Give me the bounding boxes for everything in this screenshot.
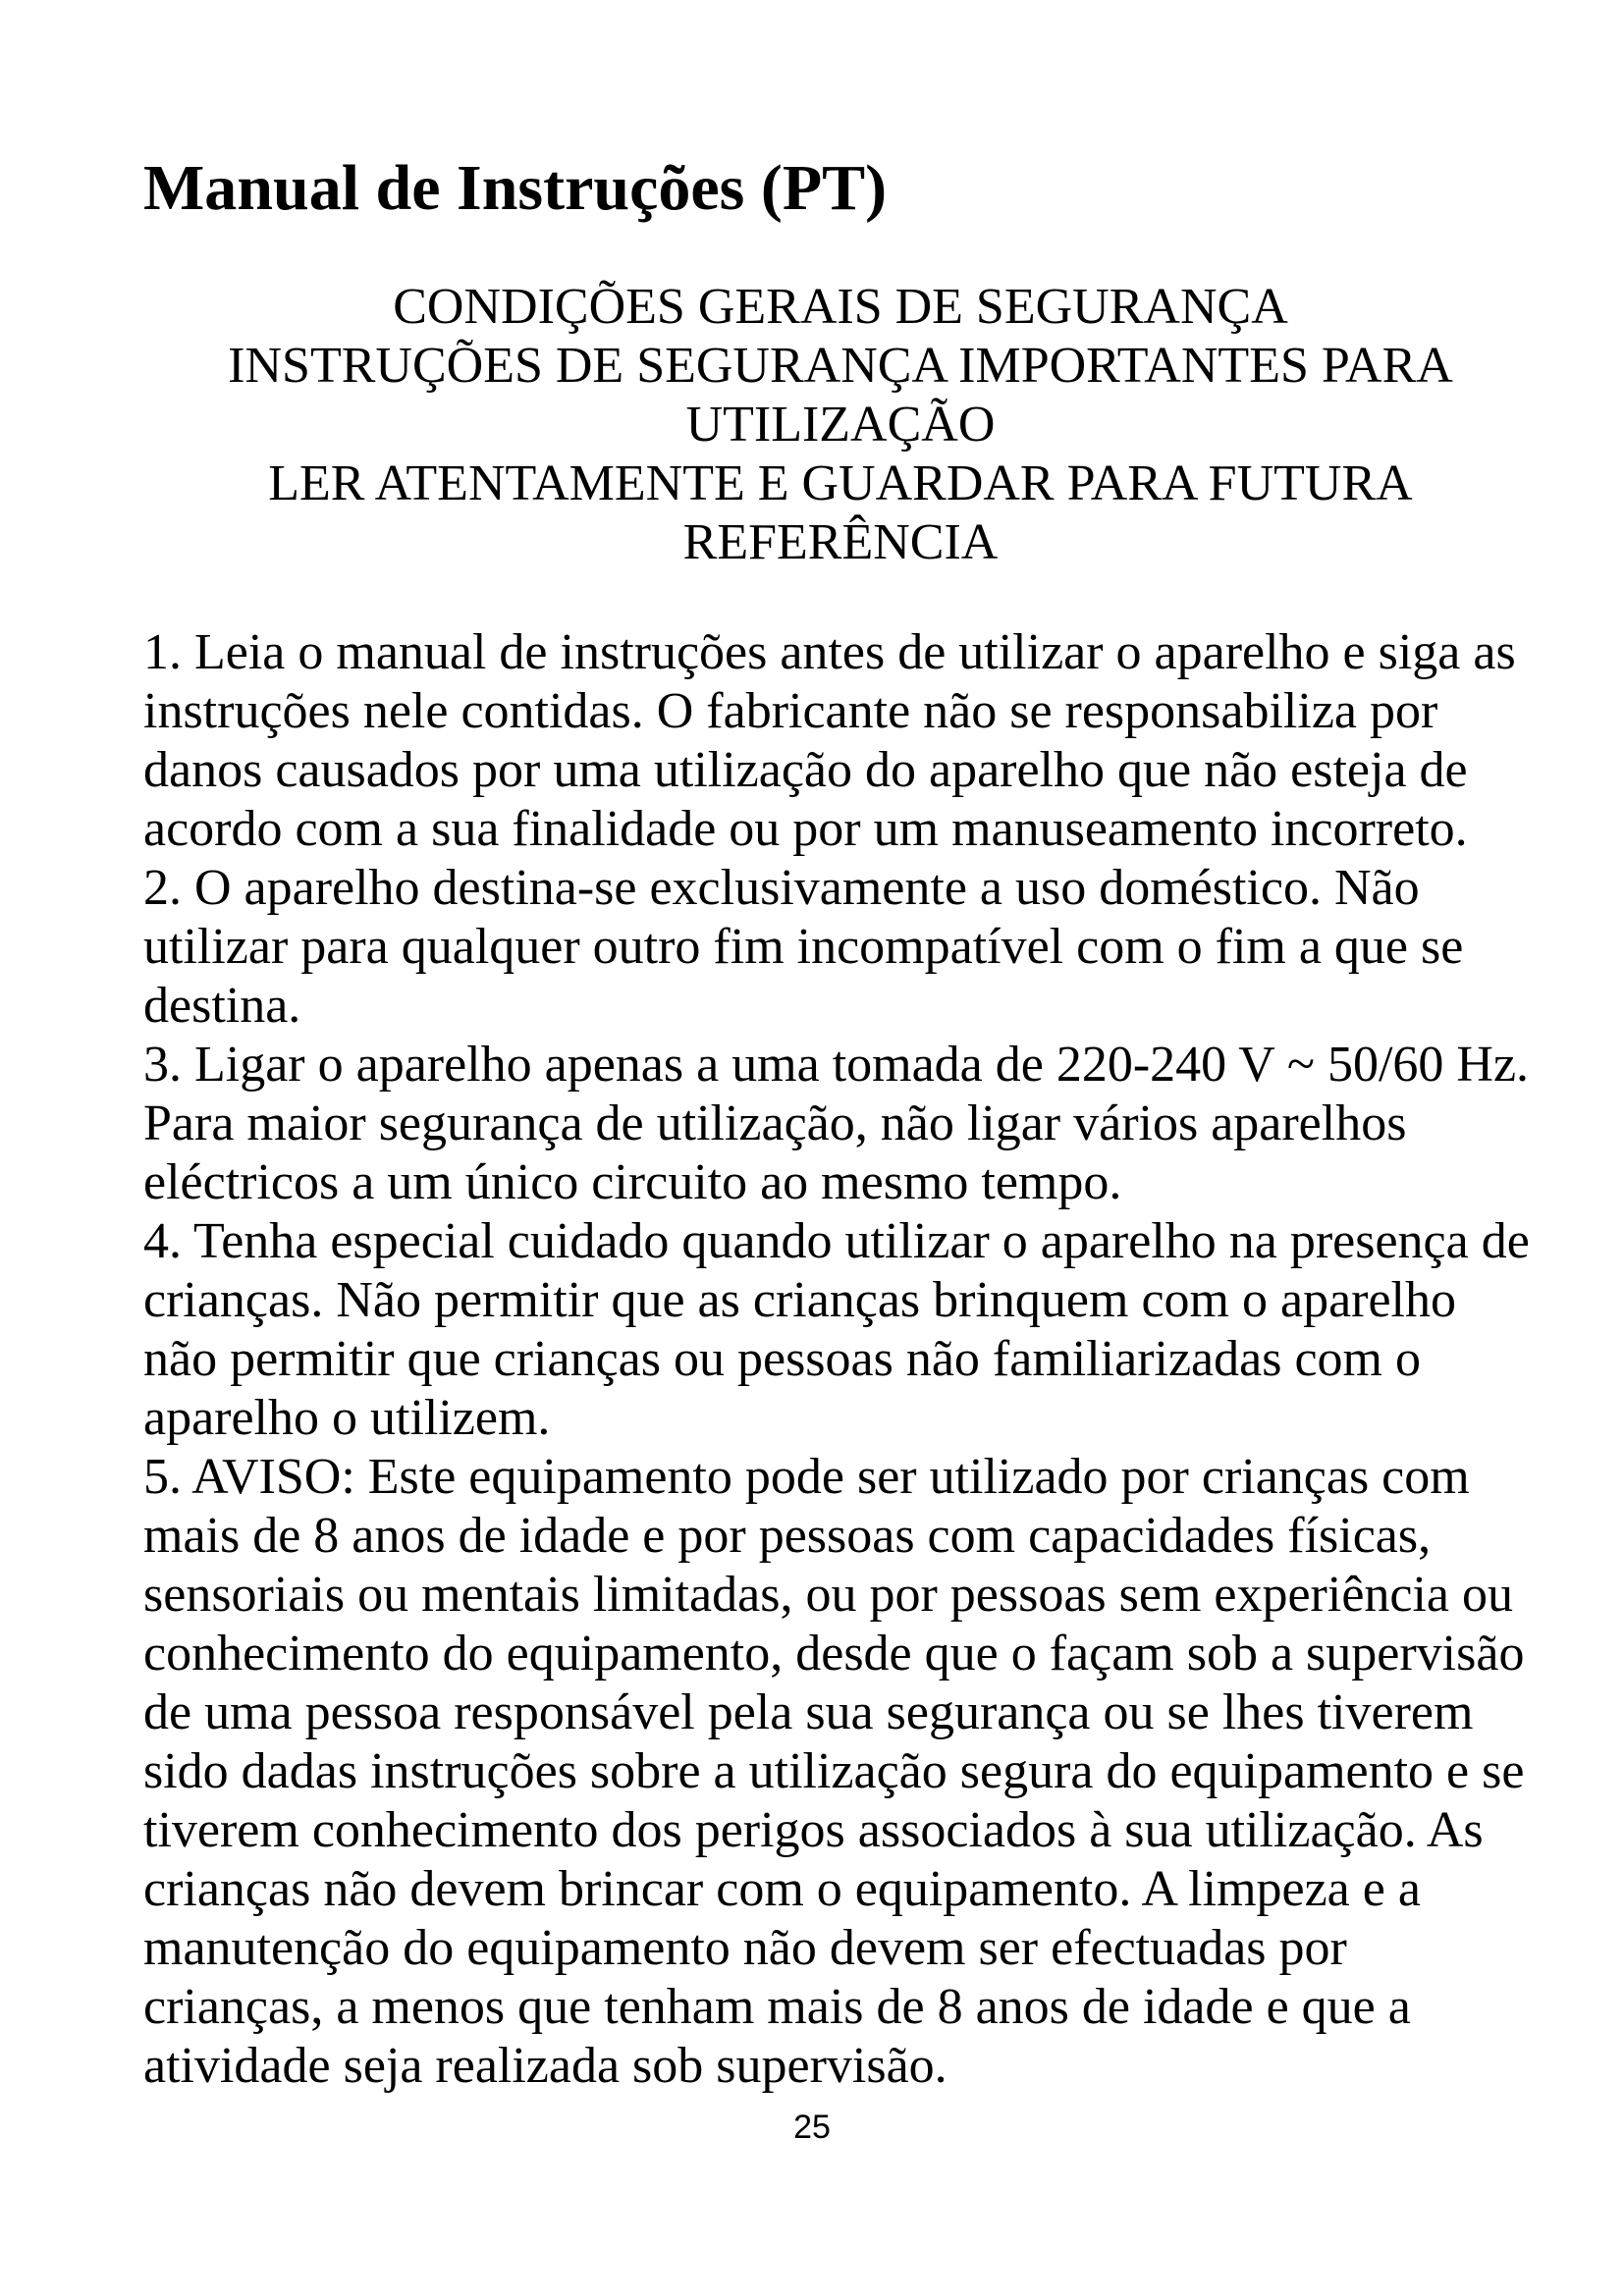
body-line: eléctricos a um único circuito ao mesmo tempo. bbox=[143, 1154, 1122, 1210]
body-line: 3. Ligar o aparelho apenas a uma tomada de 220-240 V ~ 50/60 Hz. bbox=[143, 1037, 1530, 1093]
body-line: Para maior segurança de utilização, não ligar vários aparelhos bbox=[143, 1095, 1407, 1151]
body-line: crianças não devem brincar com o equipamento. A limpeza e a bbox=[143, 1861, 1421, 1917]
body-line: acordo com a sua finalidade ou por um manuseamento incorreto. bbox=[143, 801, 1468, 857]
page-title: Manual de Instruções (PT) bbox=[143, 152, 888, 224]
body-line: 1. Leia o manual de instruções antes de utilizar o aparelho e siga as bbox=[143, 624, 1516, 680]
body-line: 4. Tenha especial cuidado quando utilizar o aparelho na presença de bbox=[143, 1213, 1530, 1269]
safety-headings bbox=[143, 278, 1538, 572]
body-line: atividade seja realizada sob supervisão. bbox=[143, 2038, 947, 2094]
body-line: não permitir que crianças ou pessoas não familiarizadas com o bbox=[143, 1331, 1421, 1387]
heading-line: REFERÊNCIA bbox=[682, 514, 999, 570]
body-line: tiverem conhecimento dos perigos associados à sua utilização. As bbox=[143, 1802, 1484, 1858]
body-line: sido dadas instruções sobre a utilização segura do equipamento e se bbox=[143, 1743, 1525, 1799]
heading-line: INSTRUÇÕES DE SEGURANÇA IMPORTANTES PARA bbox=[228, 338, 1453, 394]
heading-line: LER ATENTAMENTE E GUARDAR PARA FUTURA bbox=[268, 455, 1413, 511]
page-number: 25 bbox=[793, 2109, 831, 2146]
body-line: de uma pessoa responsável pela sua segurança ou se lhes tiverem bbox=[143, 1684, 1474, 1740]
body-line: danos causados por uma utilização do aparelho que não esteja de bbox=[143, 742, 1468, 798]
heading-line: CONDIÇÕES GERAIS DE SEGURANÇA bbox=[393, 279, 1288, 335]
heading-line: UTILIZAÇÃO bbox=[685, 397, 996, 453]
body-line: crianças. Não permitir que as crianças brinquem com o aparelho bbox=[143, 1272, 1456, 1328]
body-line: conhecimento do equipamento, desde que o façam sob a supervisão bbox=[143, 1626, 1525, 1682]
instructions-body bbox=[143, 623, 1538, 2096]
body-line: utilizar para qualquer outro fim incompatível com o fim a que se bbox=[143, 919, 1464, 975]
body-line: 2. O aparelho destina-se exclusivamente a uso doméstico. Não bbox=[143, 860, 1420, 916]
body-line: sensoriais ou mentais limitadas, ou por pessoas sem experiência ou bbox=[143, 1567, 1514, 1623]
body-line: 5. AVISO: Este equipamento pode ser utilizado por crianças com bbox=[143, 1449, 1470, 1505]
body-line: destina. bbox=[143, 978, 301, 1034]
body-line: crianças, a menos que tenham mais de 8 anos de idade e que a bbox=[143, 1979, 1411, 2035]
body-line: manutenção do equipamento não devem ser efectuadas por bbox=[143, 1920, 1347, 1976]
body-line: aparelho o utilizem. bbox=[143, 1390, 551, 1446]
body-line: mais de 8 anos de idade e por pessoas com capacidades físicas, bbox=[143, 1508, 1432, 1564]
body-line: instruções nele contidas. O fabricante não se responsabiliza por bbox=[143, 683, 1438, 739]
